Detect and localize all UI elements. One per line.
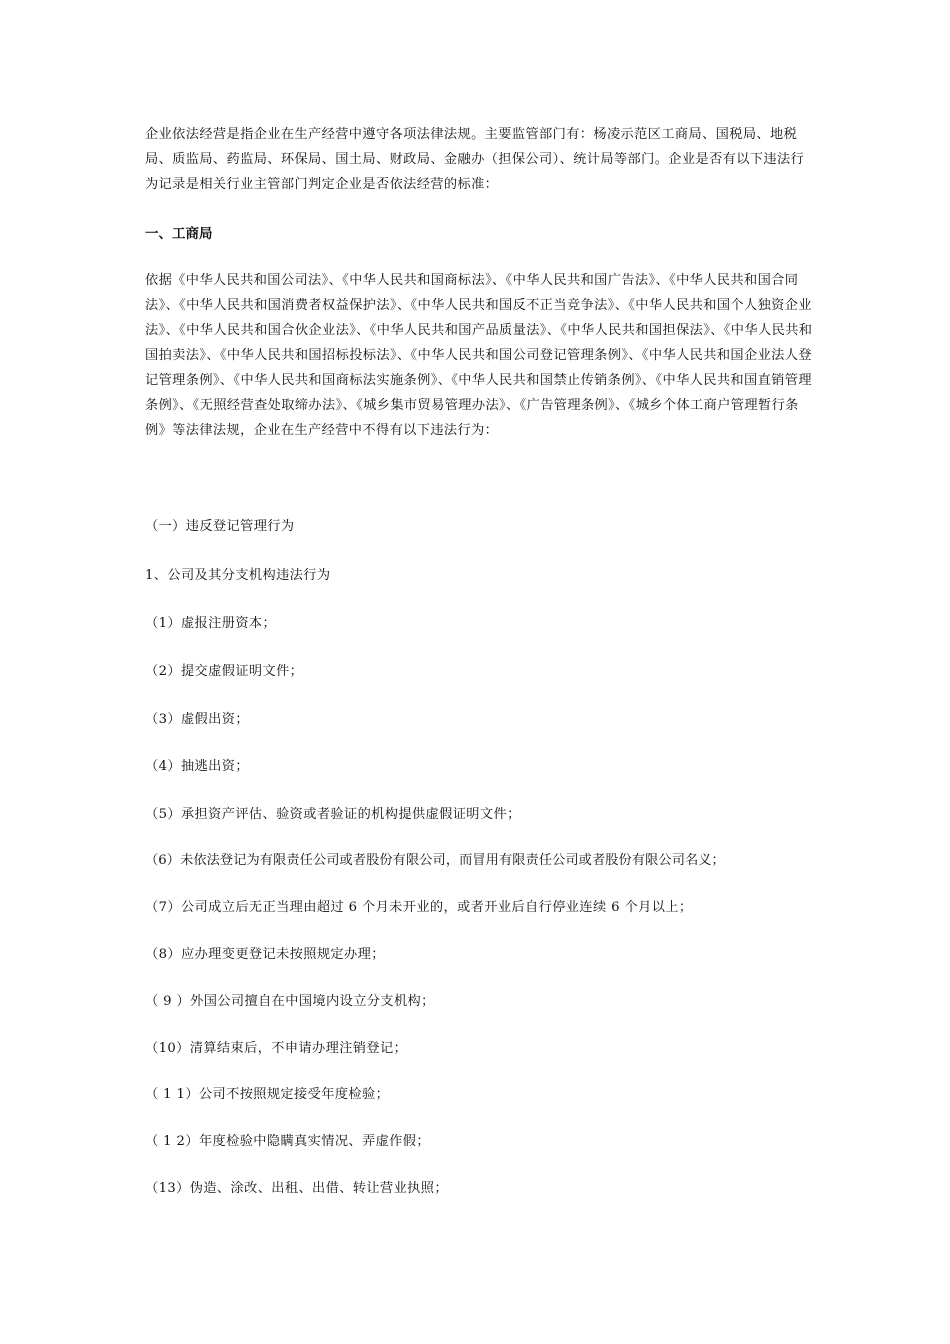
list-item: （10）清算结束后，不申请办理注销登记； bbox=[145, 1041, 408, 1056]
subsection-heading: （一）违反登记管理行为 bbox=[145, 519, 295, 534]
list-item: （1）虚报注册资本； bbox=[145, 616, 277, 631]
item-heading: 1、公司及其分支机构违法行为 bbox=[145, 568, 331, 583]
list-item: （4）抽逃出资； bbox=[145, 759, 249, 774]
list-item: （ 1 1）公司不按照规定接受年度检验； bbox=[145, 1087, 390, 1102]
list-item: （5）承担资产评估、验资或者验证的机构提供虚假证明文件； bbox=[145, 807, 521, 822]
list-item: （ 9 ）外国公司擅自在中国境内设立分支机构； bbox=[145, 994, 435, 1009]
list-item: （3）虚假出资； bbox=[145, 712, 249, 727]
list-item: （7）公司成立后无正当理由超过 6 个月未开业的，或者开业后自行停业连续 6 个月以上； bbox=[145, 900, 693, 915]
intro-paragraph: 企业依法经营是指企业在生产经营中遵守各项法律法规。主要监管部门有：杨凌示范区工商局、国税局、地税局、质监局、药监局、环保局、国土局、财政局、金融办（担保公司）、统计局等部门。企业是否有以下违法行为记录是相关行业主管部门判定企业是否依法经营的标准： bbox=[145, 127, 805, 192]
list-item: （ 1 2）年度检验中隐瞒真实情况、弄虚作假； bbox=[145, 1134, 430, 1149]
list-item: （6）未依法登记为有限责任公司或者股份有限公司，而冒用有限责任公司或者股份有限公司名义； bbox=[145, 853, 725, 868]
list-item: （2）提交虚假证明文件； bbox=[145, 664, 304, 679]
law-basis-paragraph: 依据《中华人民共和国公司法》、《中华人民共和国商标法》、《中华人民共和国广告法》、《中华人民共和国合同法》、《中华人民共和国消费者权益保护法》、《中华人民共和国反不正当竞争法》、《中华人民共和国个人独资企业法》、《中华人民共和国合伙企业法》、《中华人民共和国产品质量法》、《中华人民共和国担保法》、《中华人民共和国拍卖法》、《中华人民共和国招标投标法》、《中华人民共和国公司登记管理条例》、《中华人民共和国企业法人登记管理条例》、《中华人民共和国商标法实施条例》、《中华人民共和国禁止传销条例》、《中华人民共和国直销管理条例》、《无照经营查处取缔办法》、《城乡集市贸易管理办法》、《广告管理条例》、《城乡个体工商户管理暂行条例》等法律法规，企业在生产经营中不得有以下违法行为： bbox=[145, 273, 813, 438]
section-heading: 一、工商局 bbox=[145, 226, 213, 242]
list-item: （8）应办理变更登记未按照规定办理； bbox=[145, 947, 385, 962]
list-item: （13）伪造、涂改、出租、出借、转让营业执照； bbox=[145, 1181, 448, 1196]
